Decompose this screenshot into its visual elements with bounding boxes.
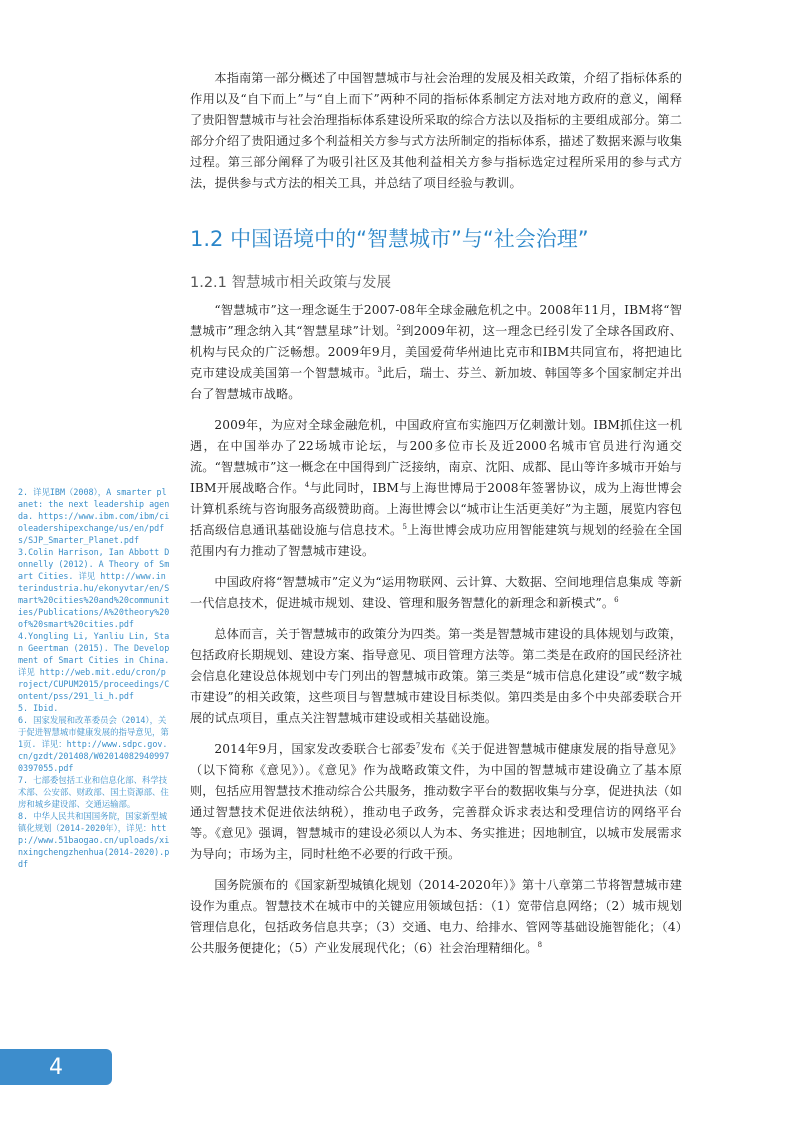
text-run: 上海世博会成功应用智能建筑与规划的经验在全国范围内有力推动了智慧城市建设。 — [190, 523, 683, 558]
footnote-ref[interactable]: 6 — [614, 595, 619, 604]
footnote-2: 2. 详见IBM（2008），A smarter planet: the next leadership agenda. https://www.ibm.com/ibm/cioleadershipexchange/us/en/pdfs/SJP_Smarter_Planet.pdf — [18, 487, 170, 545]
text-run: 与此同时，IBM与上海世博局于2008年签署协议，成为上海世博会计算机系统与咨询服务高级赞助商。上海世博会以“城市让生活更美好”为主题，展览内容包括高级信息通讯基础设施与信息技术。 — [190, 481, 683, 537]
intro-paragraph: 本指南第一部分概述了中国智慧城市与社会治理的发展及相关政策，介绍了指标体系的作用以及“自下而上”与“自上而下”两种不同的指标体系制定方法对地方政府的意义，阐释了贵阳智慧城市与社会治理指标体系建设所采取的综合方法以及指标的主要组成部分。第二部分介绍了贵阳通过多个利益相关方参与式方法所制定的指标体系，描述了数据来源与收集过程。第三部分阐释了为吸引社区及其他利益相关方参与指标选定过程所采用的参与式方法，提供参与式方法的相关工具，并总结了项目经验与教训。 — [190, 71, 682, 190]
text-run: 到2009年初，这一理念已经引发了全球各国政府、机构与民众的广泛畅想。2009年9月，美国爱荷华州迪比克市和IBM共同宣布，将把迪比克市建设成美国第一个智慧城市。 — [190, 324, 682, 380]
footnote-4: 4.Yongling Li, Yanliu Lin, Stan Geertman (2015). The Development of Smart Cities in China. 详见 http://web.mit.edu/cron/project/CUPUM2015/proceedings/Content/pss/291_li_h.pdf — [18, 631, 170, 701]
body-paragraph-3 — [190, 572, 682, 614]
body-paragraph-6 — [190, 875, 682, 959]
text-run: 此后，瑞士、芬兰、新加坡、韩国等多个国家制定并出台了智慧城市战略。 — [190, 366, 683, 401]
footnote-ref[interactable]: 7 — [415, 741, 421, 750]
text-run: 2009年，为应对全球金融危机，中国政府宣布实施四万亿刺激计划。IBM抓住这一机遇，在中国举办了22场城市论坛，与200多位市长及近2000名城市官员进行沟通交流。“智慧城市”这一概念在中国得到广泛接纳，南京、沈阳、成都、昆山等许多城市开始与IBM开展战略合作。 — [190, 418, 682, 495]
text-run: 中国政府将“智慧城市”定义为“运用物联网、云计算、大数据、空间地理信息集成 等新一代信息技术，促进城市规划、建设、管理和服务智慧化的新理念和新模式”。 — [190, 575, 682, 610]
page-number: 4 — [49, 1054, 63, 1080]
footnote-3: 3.Colin Harrison, Ian Abbott Donnelly (2012). A Theory of Smart Cities. 详见 http://www.interindustria.hu/ekonyvtar/en/Smart%20cities%20and%20communities/Publications/A%20theory%20of%20smart%20cities.pdf — [18, 547, 170, 629]
body-paragraph-4: 总体而言，关于智慧城市的政策分为四类。第一类是智慧城市建设的具体规划与政策，包括政府长期规划、建设方案、指导意见、项目管理方法等。第二类是在政府的国民经济社会信息化建设总体规划中专门列出的智慧城市政策。第三类是“城市信息化建设”或“数字城市建设”的相关政策，这些项目与智慧城市建设目标类似。第四类是由多个中央部委联合开展的试点项目，重点关注智慧城市建设或相关基础设施。 — [190, 627, 682, 725]
footnote-ref[interactable]: 3 — [377, 365, 383, 374]
text-run: 国务院颁布的《国家新型城镇化规划（2014-2020年）》第十八章第二节将智慧城市建设作为重点。智慧技术在城市中的关键应用领域包括：（1）宽带信息网络；（2）城市规划管理信息化，包括政务信息共享；（3）交通、电力、给排水、管网等基础设施智能化；（4）公共服务便捷化；（5）产业发展现代化；（6）社会治理精细化。 — [190, 878, 682, 955]
footnote-ref[interactable]: 2 — [396, 323, 402, 332]
footnote-ref[interactable]: 8 — [537, 940, 543, 949]
body-paragraph-5 — [190, 739, 682, 865]
footnote-8: 8. 中华人民共和国国务院，国家新型城镇化规划（2014-2020年），详见：http://www.51baogao.cn/uploads/xinxingchengzhenhua(2014-2020).pdf — [18, 811, 170, 869]
footnote-ref[interactable]: 5 — [402, 522, 408, 531]
footnote-7: 7. 七部委包括工业和信息化部、科学技术部、公安部、财政部、国土资源部、住房和城乡建设部、交通运输部。 — [18, 775, 169, 809]
text-run: 2014年9月，国家发改委联合七部委 — [214, 742, 416, 756]
text-run: “智慧城市”这一理念诞生于2007-08年全球金融危机之中。2008年11月，IBM将“智慧城市”理念纳入其“智慧星球”计划。 — [190, 303, 682, 338]
subsection-heading: 1.2.1 智慧城市相关政策与发展 — [190, 275, 392, 291]
footnote-sidebar — [18, 486, 170, 870]
footnote-ref[interactable]: 4 — [304, 480, 310, 489]
body-paragraph-1 — [190, 300, 682, 405]
text-run: 发布《关于促进智慧城市健康发展的指导意见》（以下简称《意见》）。《意见》作为战略政策文件，为中国的智慧城市建设确立了基本原则，包括应用智慧技术推动综合公共服务，推动数字平台的数据收集与分享，促进执法（如通过智慧技术促进依法纳税），推动电子政务，完善群众诉求表达和受理信访的网络平台等。《意见》强调，智慧城市的建设必须以人为本、务实推进；因地制宜，以城市发展需求为导向；市场为主，同时杜绝不必要的行政干预。 — [190, 742, 682, 861]
page-number-badge — [0, 1049, 112, 1085]
main-column — [190, 68, 682, 959]
footnote-6: 6. 国家发展和改革委员会（2014），关于促进智慧城市健康发展的指导意见，第1页. 详见：http://www.sdpc.gov.cn/gzdt/201408/W020140829409970397055.pdf — [18, 715, 170, 773]
section-heading: 1.2 中国语境中的“智慧城市”与“社会治理” — [190, 227, 589, 251]
body-paragraph-2 — [190, 415, 682, 562]
footnote-5: 5. Ibid. — [18, 703, 59, 713]
